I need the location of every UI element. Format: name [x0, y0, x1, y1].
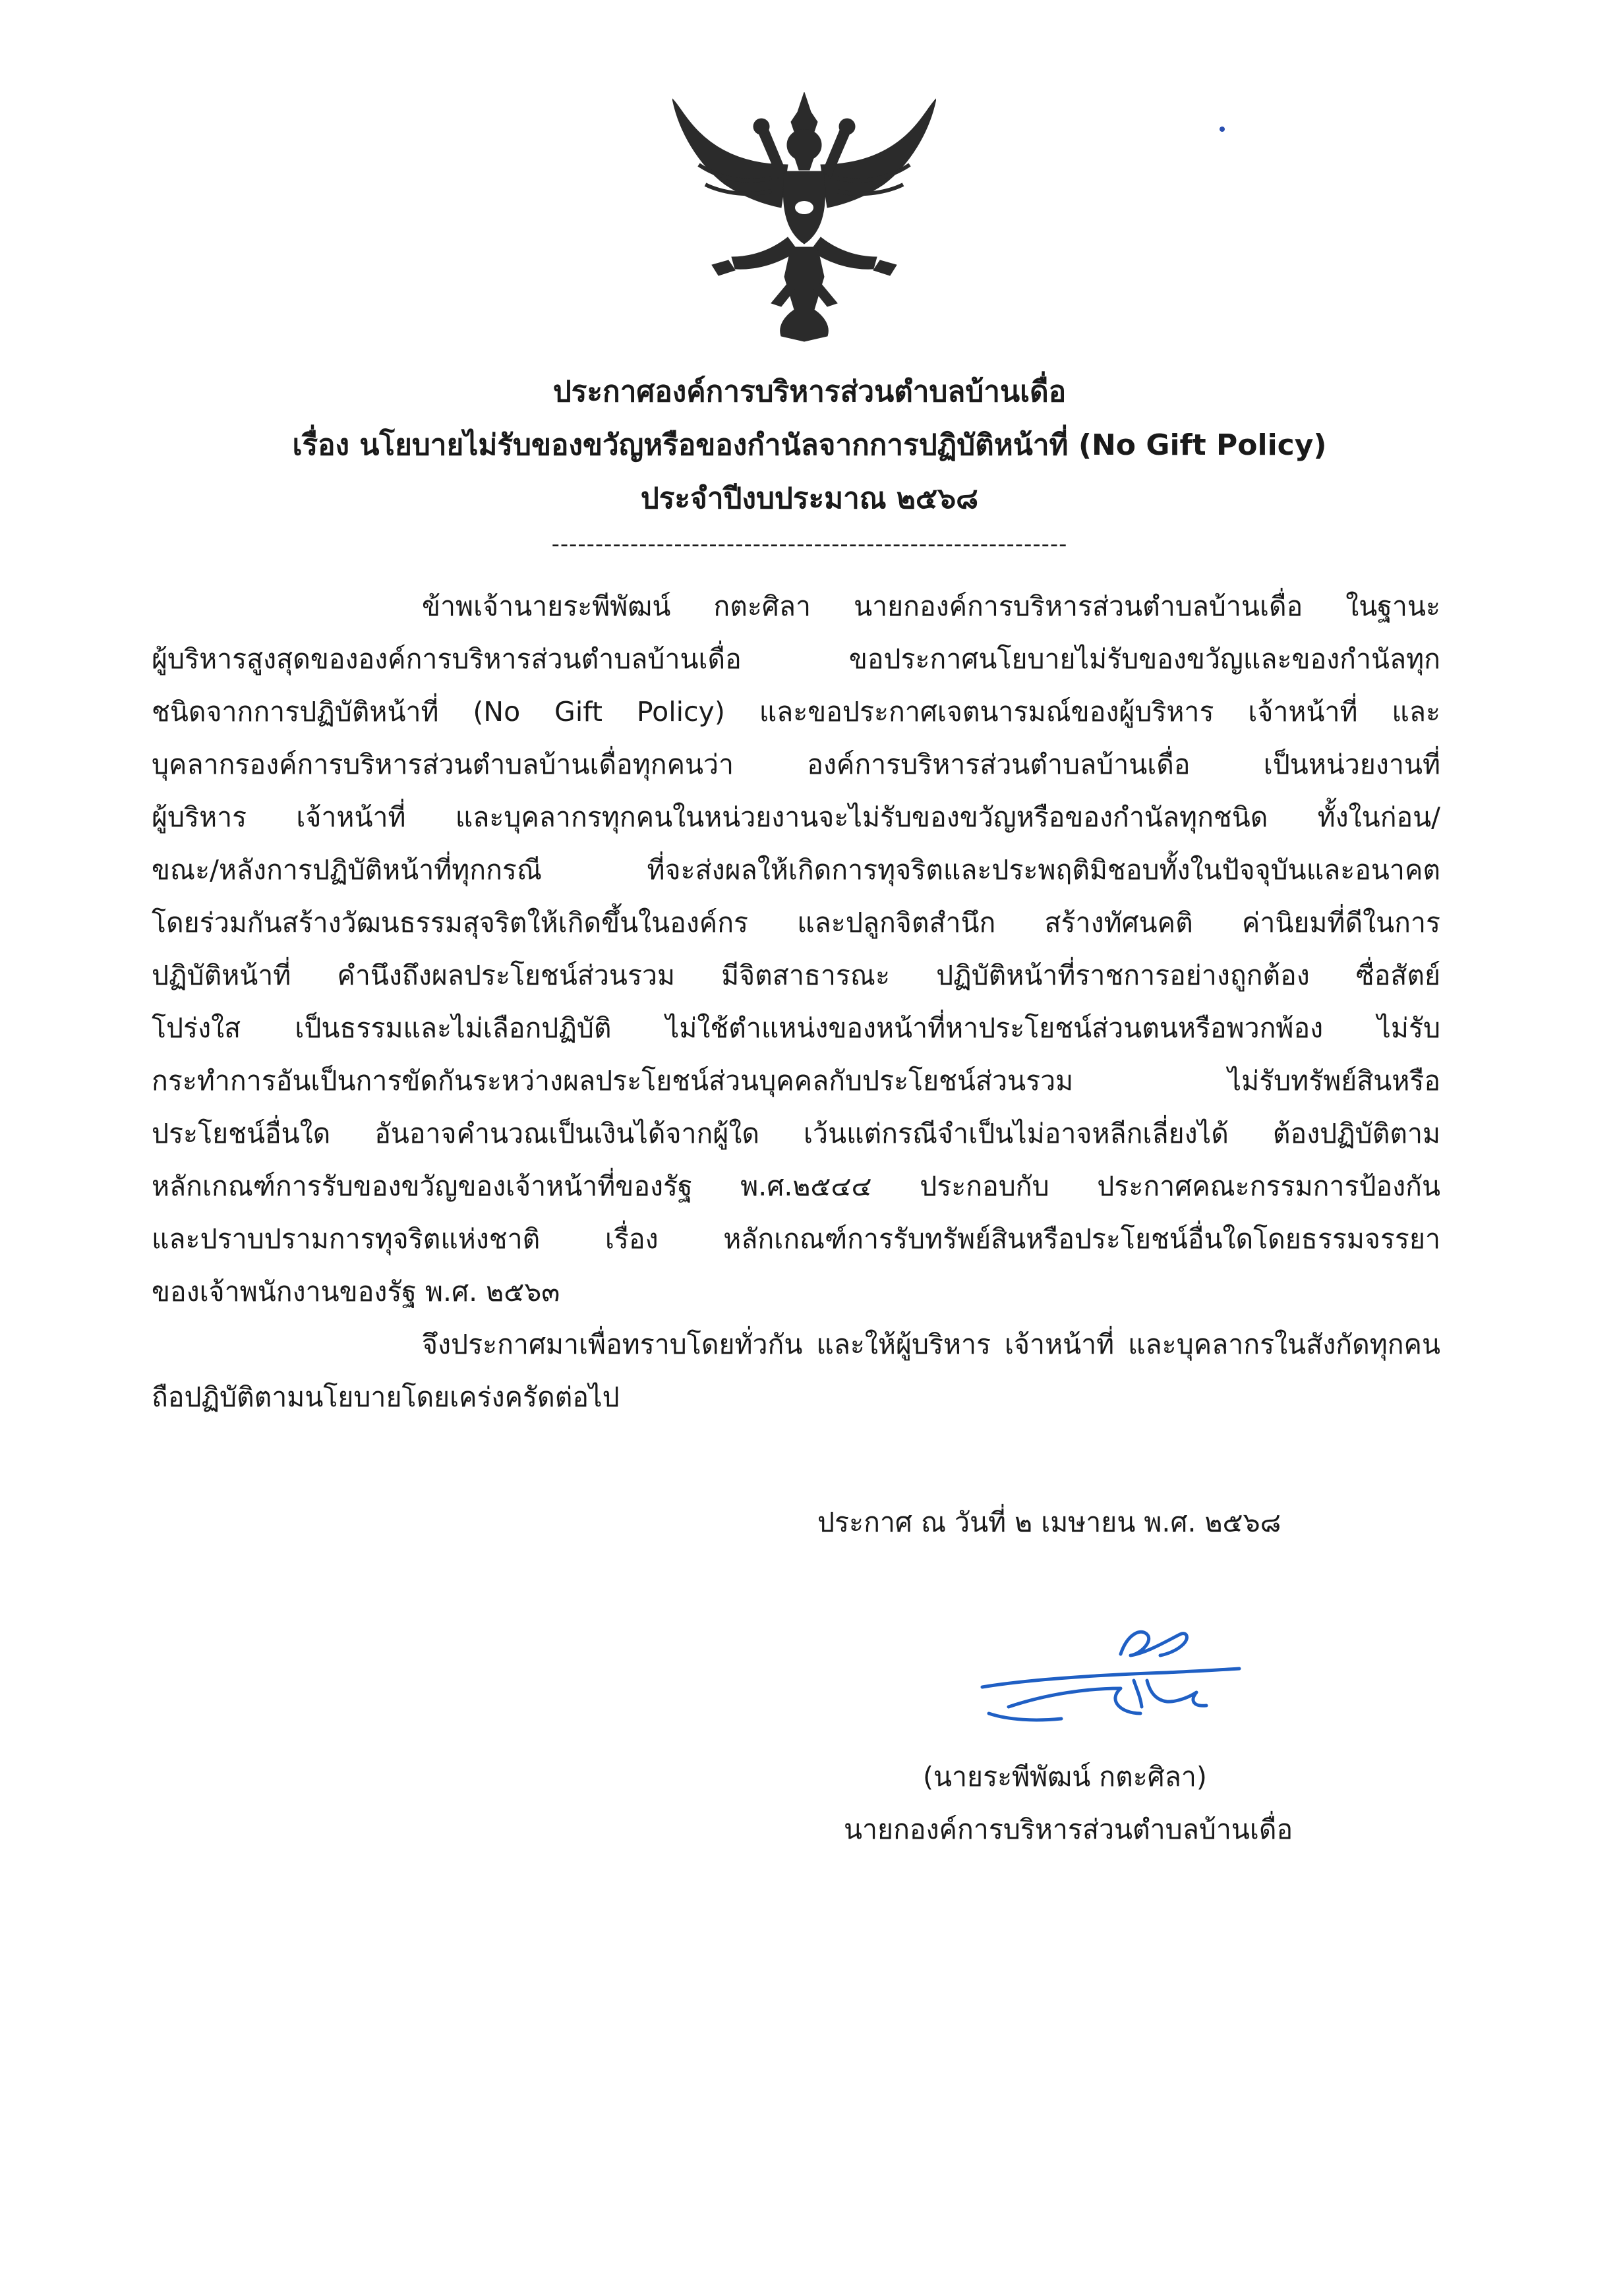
announcement-date: ประกาศ ณ วันที่ ๒ เมษายน พ.ศ. ๒๕๖๘	[817, 1507, 1281, 1538]
paragraph-1-line: หลักเกณฑ์การรับของขวัญของเจ้าหน้าที่ของรัฐ พ.ศ.๒๕๔๔ ประกอบกับ ประกาศคณะกรรมการป้องกัน	[152, 1170, 1440, 1202]
paragraph-1-line: โปร่งใส เป็นธรรมและไม่เลือกปฏิบัติ ไม่ใช้ตำแหน่งของหน้าที่หาประโยชน์ส่วนตนหรือพวกพ้อง ไม่รับ	[152, 1012, 1440, 1044]
paragraph-1-line: กระทำการอันเป็นการขัดกันระหว่างผลประโยชน์ส่วนบุคคลกับประโยชน์ส่วนรวม ไม่รับทรัพย์สินหรือ	[152, 1065, 1440, 1097]
paragraph-1-line: และปราบปรามการทุจริตแห่งชาติ เรื่อง หลักเกณฑ์การรับทรัพย์สินหรือประโยชน์อื่นใดโดยธรรมจรรยา	[152, 1223, 1440, 1255]
paragraph-1-line: ของเจ้าพนักงานของรัฐ พ.ศ. ๒๕๖๓	[152, 1276, 560, 1307]
announcement-subject: เรื่อง นโยบายไม่รับของขวัญหรือของกำนัลจากการปฏิบัติหน้าที่ (No Gift Policy)	[292, 428, 1327, 462]
ink-dot-icon	[1218, 125, 1226, 133]
paragraph-1-line: ขณะ/หลังการปฏิบัติหน้าที่ทุกกรณี ที่จะส่งผลให้เกิดการทุจริตและประพฤติมิชอบทั้งในปัจจุบันและอนาคต	[152, 854, 1440, 886]
paragraph-1-line: บุคลากรองค์การบริหารส่วนตำบลบ้านเดื่อทุกคนว่า องค์การบริหารส่วนตำบลบ้านเดื่อ เป็นหน่วยงานที่	[152, 749, 1440, 780]
garuda-emblem-icon	[672, 92, 936, 343]
fiscal-year: ประจำปีงบประมาณ ๒๕๖๘	[640, 482, 979, 515]
paragraph-1-line: ผู้บริหาร เจ้าหน้าที่ และบุคลากรทุกคนในหน่วยงานจะไม่รับของขวัญหรือของกำนัลทุกชนิด ทั้งในก่อน/	[152, 801, 1440, 833]
paragraph-1-line: ผู้บริหารสูงสุดขององค์การบริหารส่วนตำบลบ้านเดื่อ ขอประกาศนโยบายไม่รับของขวัญและของกำนัลทุก	[152, 643, 1440, 675]
paragraph-1-line: ชนิดจากการปฏิบัติหน้าที่ (No Gift Policy) และขอประกาศเจตนารมณ์ของผู้บริหาร เจ้าหน้าที่ และ	[152, 696, 1440, 728]
signer-name: (นายระพีพัฒน์ กตะศิลา)	[923, 1761, 1207, 1793]
paragraph-1-line: ปฏิบัติหน้าที่ คำนึงถึงผลประโยชน์ส่วนรวม มีจิตสาธารณะ ปฏิบัติหน้าที่ราชการอย่างถูกต้อง ซื่อสัตย์	[152, 960, 1440, 991]
paragraph-2-line: ถือปฏิบัติตามนโยบายโดยเคร่งครัดต่อไป	[152, 1381, 620, 1413]
paragraph-1-line: ประโยชน์อื่นใด อันอาจคำนวณเป็นเงินได้จากผู้ใด เว้นแต่กรณีจำเป็นไม่อาจหลีกเลี่ยงได้ ต้องปฏิบัติตาม	[152, 1118, 1440, 1149]
announcement-title: ประกาศองค์การบริหารส่วนตำบลบ้านเดื่อ	[552, 375, 1067, 409]
paragraph-1-line: ข้าพเจ้านายระพีพัฒน์ กตะศิลา นายกองค์การบริหารส่วนตำบลบ้านเดื่อ ในฐานะ	[422, 590, 1440, 622]
handwritten-signature-icon	[969, 1615, 1246, 1727]
paragraph-2-line: จึงประกาศมาเพื่อทราบโดยทั่วกัน และให้ผู้บริหาร เจ้าหน้าที่ และบุคลากรในสังกัดทุกคน	[422, 1329, 1440, 1360]
signer-title: นายกองค์การบริหารส่วนตำบลบ้านเดื่อ	[844, 1814, 1293, 1845]
paragraph-1-line: โดยร่วมกันสร้างวัฒนธรรมสุจริตให้เกิดขึ้นในองค์กร และปลูกจิตสำนึก สร้างทัศนคติ ค่านิยมที่ดีในการ	[152, 907, 1440, 938]
divider-line: -----------------------------------------------------------	[551, 531, 1068, 558]
